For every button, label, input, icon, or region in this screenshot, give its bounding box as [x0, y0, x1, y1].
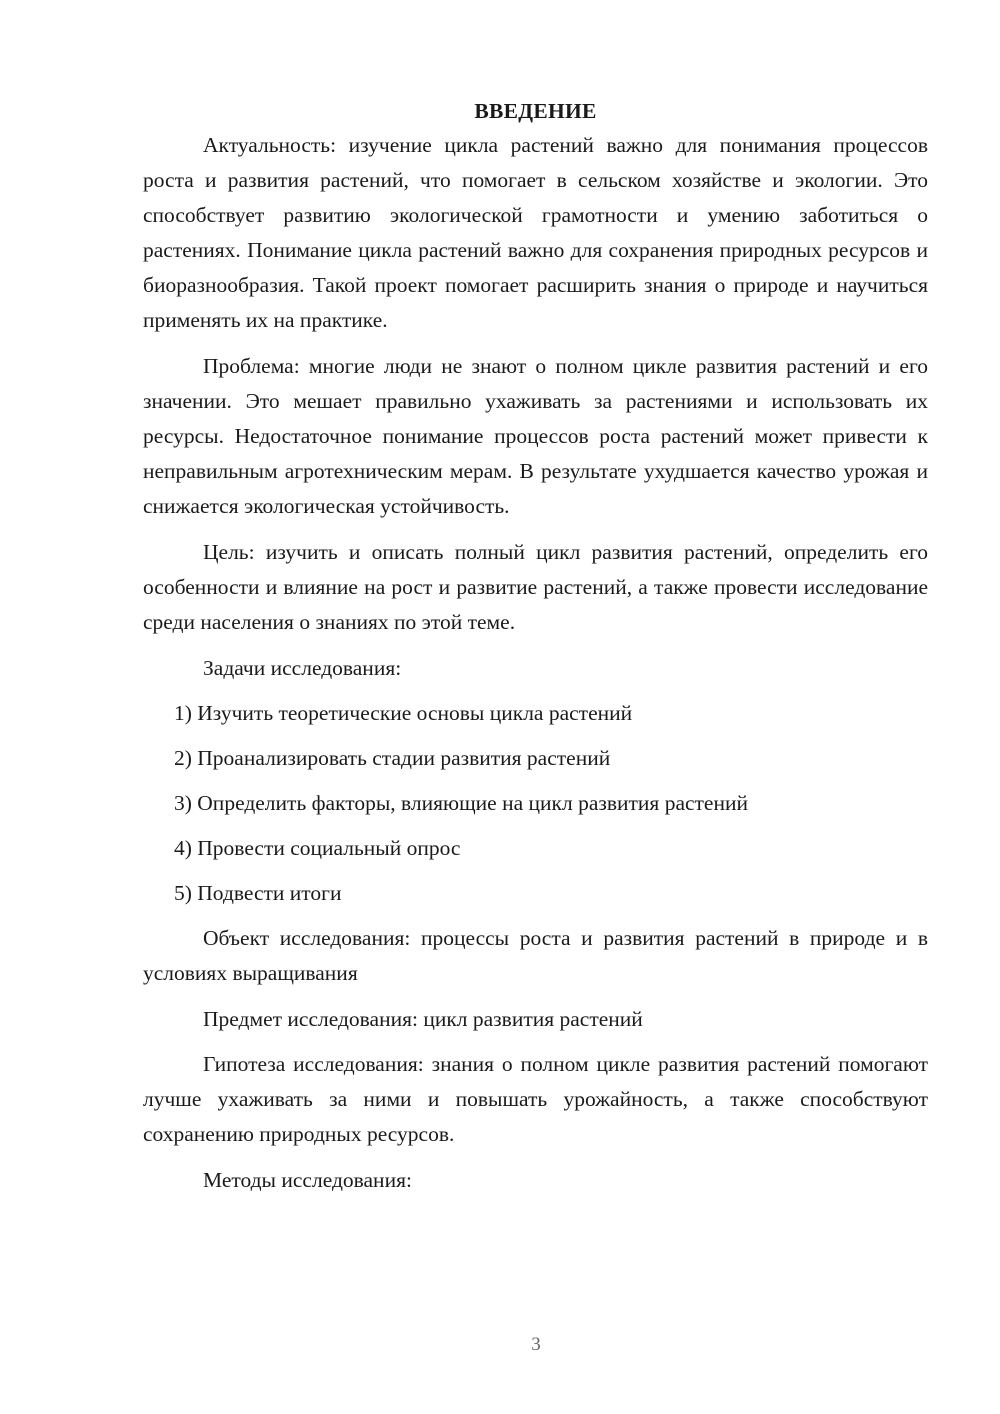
subject-line: Предмет исследования: цикл развития растений: [203, 1007, 643, 1031]
list-item: 2) Проанализировать стадии развития растений: [174, 746, 611, 770]
goal-paragraph: Цель: изучить и описать полный цикл развития растений, определить его особенности и влияние на рост и развитие растений, а также провести исследование среди населения о знаниях по этой теме.: [143, 540, 928, 634]
document-page: [143, 96, 928, 1208]
hypothesis-paragraph: Гипотеза исследования: знания о полном цикле развития растений помогают лучше ухаживать за ними и повышать урожайность, а также способствуют сохранению природных ресурсов.: [143, 1052, 928, 1146]
list-item: 3) Определить факторы, влияющие на цикл развития растений: [174, 791, 748, 815]
page-number: 3: [531, 1334, 541, 1355]
list-item: 1) Изучить теоретические основы цикла растений: [174, 701, 633, 725]
tasks-list: [143, 696, 928, 911]
relevance-paragraph: Актуальность: изучение цикла растений важно для понимания процессов роста и развития растений, что помогает в сельском хозяйстве и экологии. Это способствует развитию экологической грамотности и умению заботиться о растениях. Понимание цикла растений важно для сохранения природных ресурсов и биоразнообразия. Такой проект помогает расширить знания о природе и научиться применять их на практике.: [143, 133, 928, 332]
list-item: 4) Провести социальный опрос: [174, 836, 461, 860]
object-paragraph: Объект исследования: процессы роста и развития растений в природе и в условиях выращивания: [143, 926, 928, 985]
tasks-heading: Задачи исследования:: [203, 656, 402, 680]
list-item: 5) Подвести итоги: [174, 881, 342, 905]
page-title: ВВЕДЕНИЕ: [474, 99, 597, 123]
problem-paragraph: Проблема: многие люди не знают о полном цикле развития растений и его значении. Это мешает правильно ухаживать за растениями и использовать их ресурсы. Недостаточное понимание процессов роста растений может привести к неправильным агротехническим мерам. В результате ухудшается качество урожая и снижается экологическая устойчивость.: [143, 354, 928, 518]
methods-heading: Методы исследования:: [203, 1168, 412, 1192]
